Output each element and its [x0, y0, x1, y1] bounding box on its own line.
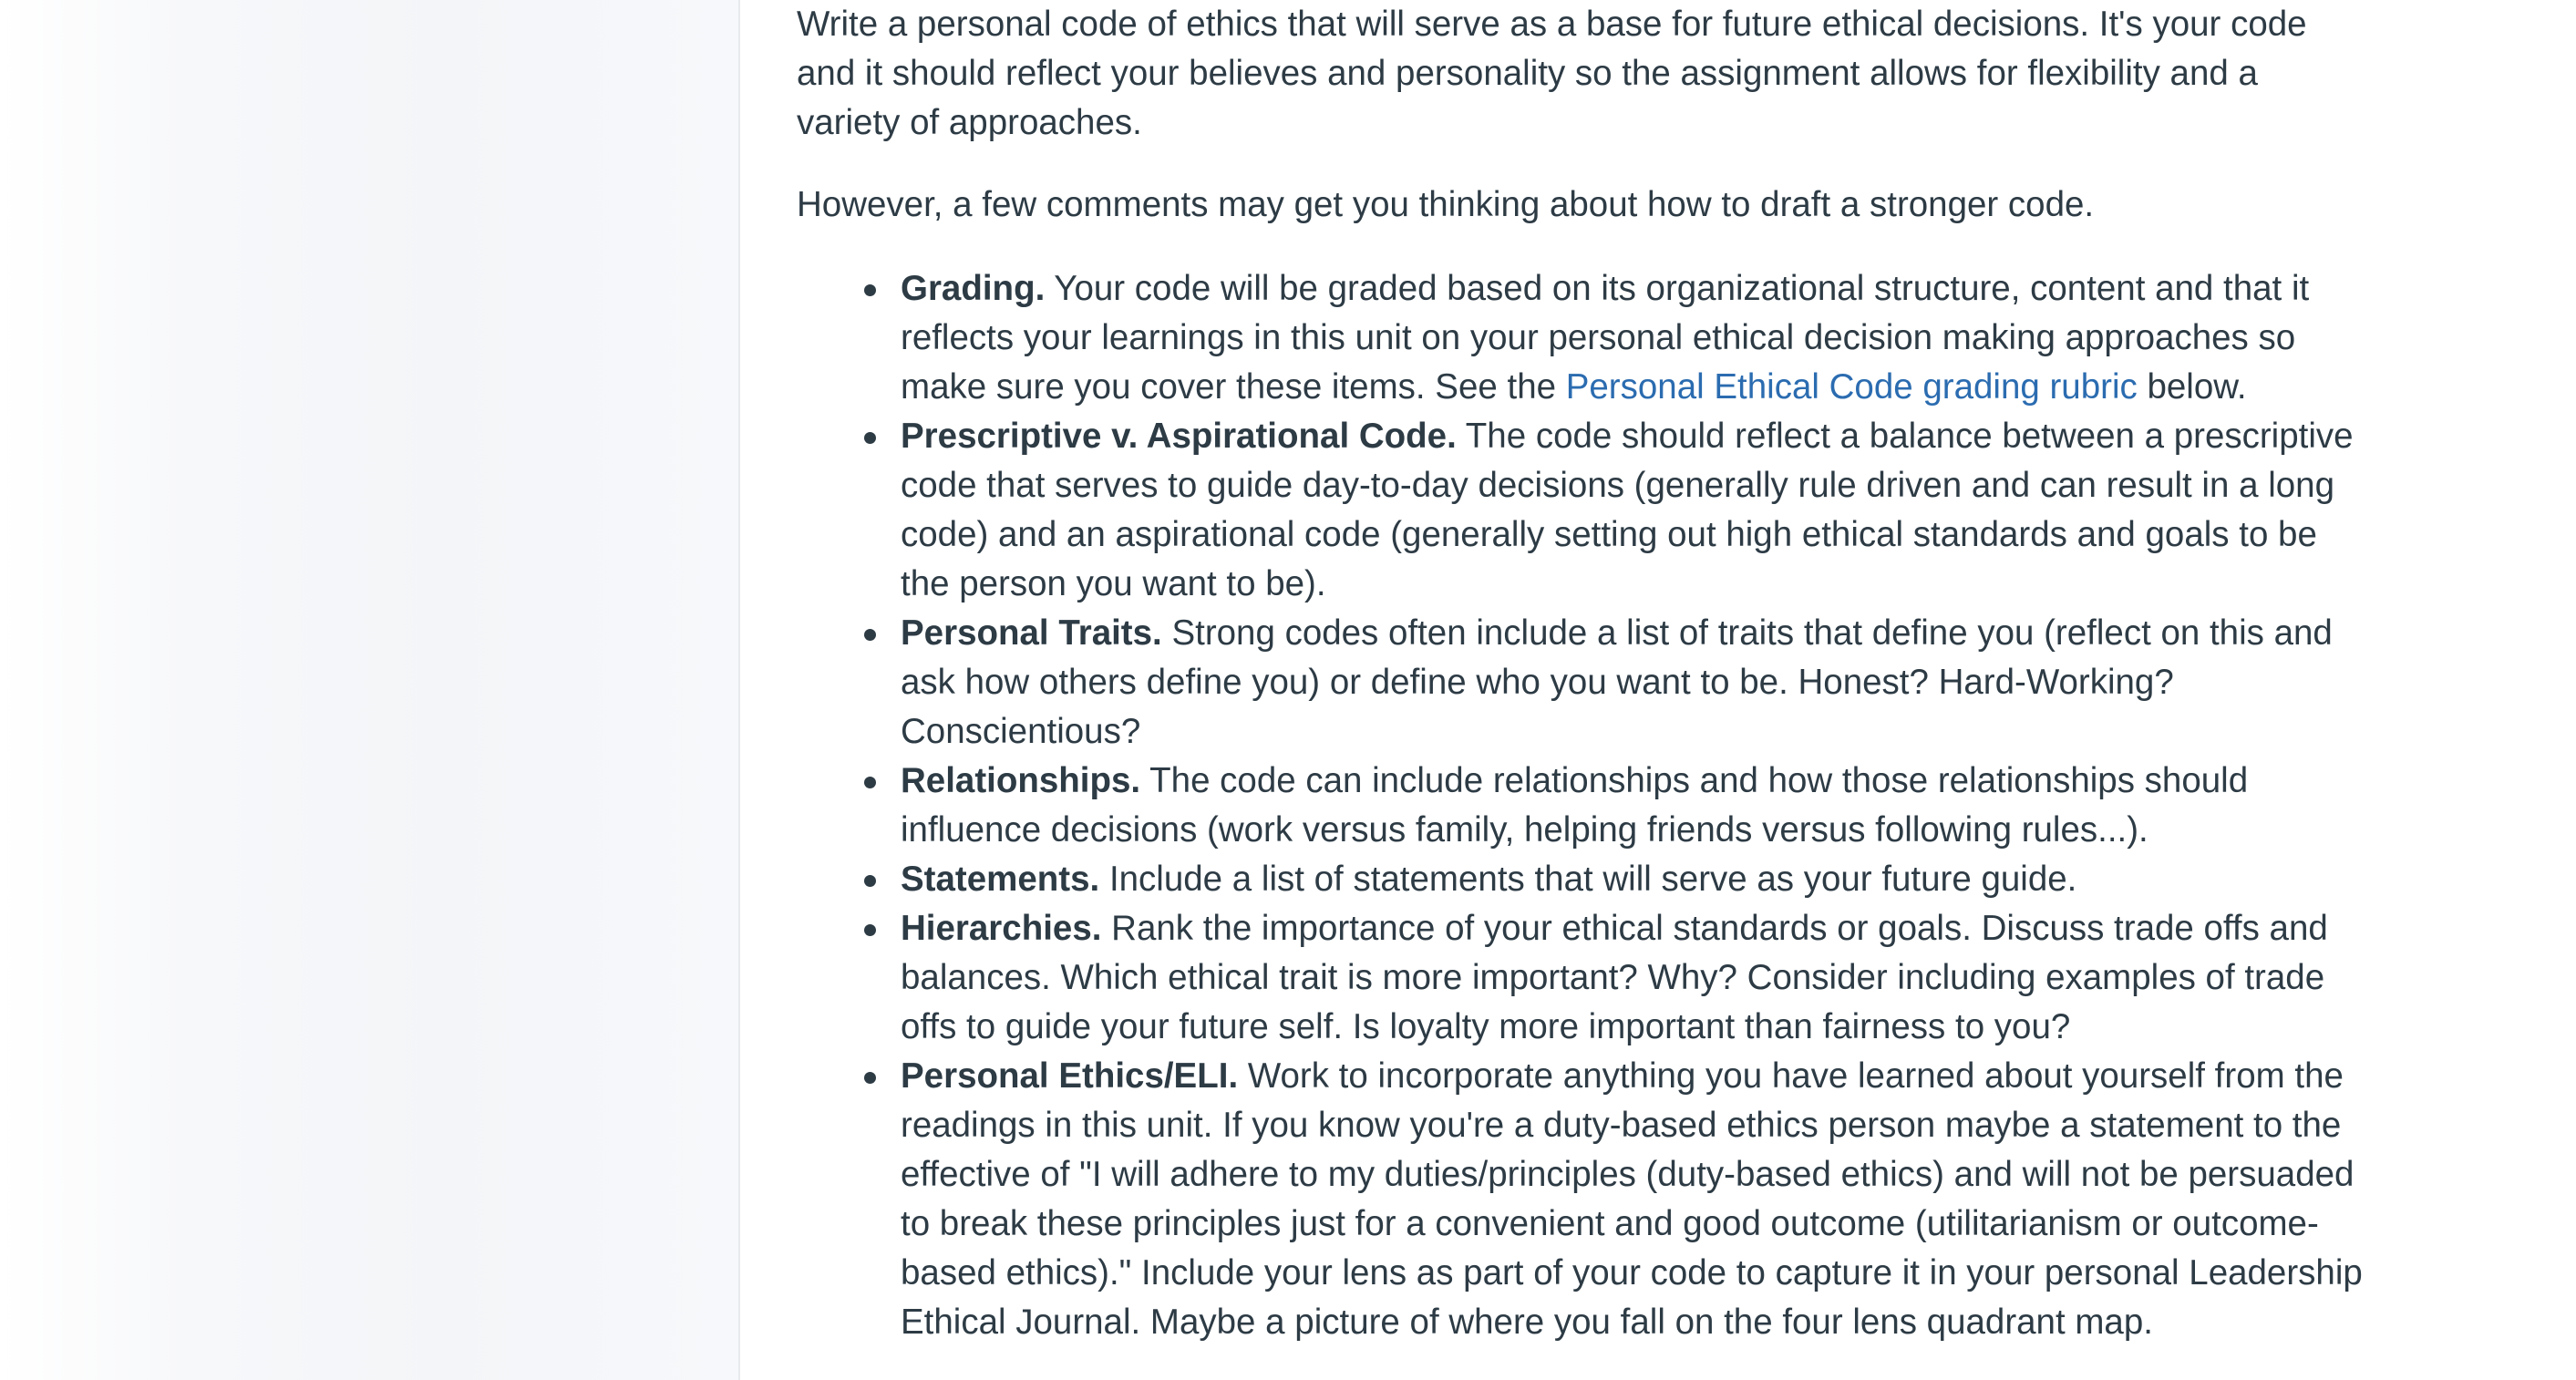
bullet-icon [864, 777, 876, 788]
item-term: Personal Traits. [901, 613, 1162, 653]
bullet-icon [864, 1072, 876, 1084]
list-item-prescriptive-aspirational [901, 412, 2365, 609]
guidelines-list [797, 264, 2365, 1347]
item-text: Your code will be graded based on its organizational structure, content and that it reflects your learnings in this unit on your personal ethical decision making approaches so make sure you cover these items. See the [901, 269, 2310, 407]
left-sidebar-panel [0, 0, 740, 1380]
bullet-icon [864, 432, 876, 444]
bullet-icon [864, 629, 876, 641]
list-item-grading [901, 264, 2365, 412]
intro-paragraph: Write a personal code of ethics that will serve as a base for future ethical decisions. It's your code and it should reflect your believes and personality so the assignment allows for flexibility and a variety of approaches. [797, 5, 2307, 142]
grading-rubric-link[interactable]: Personal Ethical Code grading rubric [1565, 367, 2138, 407]
item-term: Grading. [901, 269, 1046, 308]
item-text: Rank the importance of your ethical standards or goals. Discuss trade offs and balances. Which ethical trait is more important? Why? Consider including examples of trade offs to guide your future self. Is loyalty more important than fairness to you? [901, 909, 2328, 1046]
list-item-hierarchies [901, 904, 2365, 1052]
however-paragraph: However, a few comments may get you thinking about how to draft a stronger code. [797, 185, 2095, 224]
bullet-icon [864, 875, 876, 887]
item-text: Include a list of statements that will serve as your future guide. [1099, 860, 2077, 899]
list-item-relationships [901, 757, 2365, 855]
item-text: The code should reflect a balance between a prescriptive code that serves to guide day-to-day decisions (generally rule driven and can result in a long code) and an aspirational code (generally setting out high ethical standards and goals to be the person you want to be). [901, 417, 2354, 603]
bullet-icon [864, 284, 876, 296]
list-item-personal-traits [901, 609, 2365, 757]
item-term: Prescriptive v. Aspirational Code. [901, 417, 1457, 456]
item-text: Strong codes often include a list of traits that define you (reflect on this and ask how others define you) or define who you want to be. Honest? Hard-Working? Conscientious? [901, 613, 2333, 751]
item-text: Work to incorporate anything you have learned about yourself from the readings in this unit. If you know you're a duty-based ethics person maybe a statement to the effective of "I will adhere to my duties/principles (duty-based ethics) and will not be persuaded to break these principles just for a convenient and good outcome (utilitarianism or outcome-based ethics)." Include your lens as part of your code to capture it in your personal Leadership Ethical Journal. Maybe a picture of where you fall on the four lens quadrant map. [901, 1056, 2363, 1342]
list-item-statements [901, 855, 2365, 904]
bullet-icon [864, 924, 876, 936]
list-item-personal-ethics-eli [901, 1052, 2365, 1347]
item-term: Hierarchies. [901, 909, 1102, 948]
item-term: Relationships. [901, 761, 1141, 800]
item-term: Personal Ethics/ELI. [901, 1056, 1239, 1096]
item-text: The code can include relationships and how those relationships should influence decisions (work versus family, helping friends versus following rules...). [901, 761, 2249, 850]
item-term: Statements. [901, 860, 1100, 899]
item-text-after: below. [2137, 367, 2247, 407]
